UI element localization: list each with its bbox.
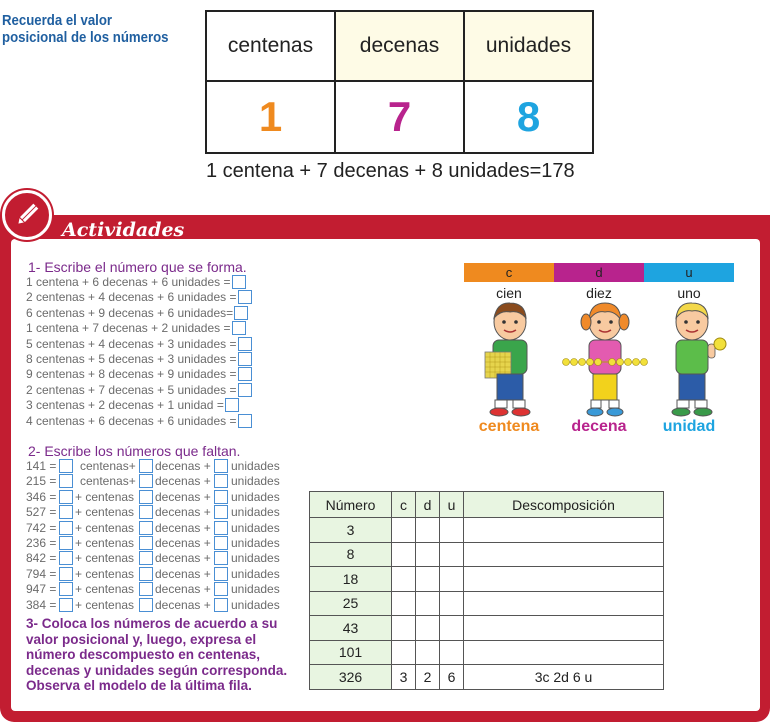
answer-box[interactable] bbox=[59, 536, 73, 550]
page-title: Recuerda el valor posicional de los números bbox=[2, 12, 169, 46]
table-header-cell: u bbox=[440, 492, 464, 518]
table-answer-cell[interactable] bbox=[416, 616, 440, 641]
table-row bbox=[310, 567, 664, 592]
table-answer-cell[interactable]: 2 bbox=[416, 665, 440, 690]
section-2-unidades-text: unidades bbox=[231, 551, 280, 566]
section-2-number: 947 = bbox=[26, 582, 57, 597]
section-2-number: 742 = bbox=[26, 520, 57, 535]
section-2-unidades-text: unidades bbox=[231, 489, 280, 504]
table-answer-cell[interactable] bbox=[440, 518, 464, 543]
digit-decenas: 7 bbox=[335, 81, 464, 153]
answer-box[interactable] bbox=[214, 459, 228, 473]
section-2-centenas-text: + centenas bbox=[75, 566, 135, 581]
section-2-decenas-text: decenas + bbox=[155, 551, 211, 566]
section-2-decenas-text: decenas + bbox=[155, 597, 211, 612]
table-answer-cell[interactable] bbox=[392, 542, 416, 567]
table-answer-cell[interactable]: 3 bbox=[392, 665, 416, 690]
section-1-line-text: 8 centenas + 5 decenas + 3 unidades = bbox=[26, 352, 237, 366]
section-2-decenas-text: decenas + bbox=[155, 459, 211, 473]
answer-box-wrap bbox=[138, 551, 154, 566]
table-answer-cell[interactable] bbox=[440, 542, 464, 567]
section-2-decenas-text: decenas + bbox=[155, 505, 211, 520]
section-1-line bbox=[26, 398, 240, 413]
answer-box-wrap bbox=[138, 474, 154, 489]
answer-box-wrap bbox=[213, 459, 229, 474]
table-answer-cell[interactable]: 6 bbox=[440, 665, 464, 690]
table-number-cell: 3 bbox=[310, 518, 392, 543]
answer-box-wrap bbox=[213, 505, 229, 520]
label-unidad: unidad bbox=[662, 418, 716, 435]
girl-with-ten-beads-illustration bbox=[560, 300, 650, 418]
answer-box-wrap bbox=[138, 521, 154, 536]
section-2-number: 527 = bbox=[26, 505, 57, 520]
section-1-line-text: 2 centenas + 7 decenas + 5 unidades = bbox=[26, 382, 237, 397]
table-answer-cell[interactable] bbox=[440, 591, 464, 616]
cdu-words bbox=[464, 285, 734, 301]
answer-box-wrap bbox=[213, 582, 229, 597]
section-2-number: 236 = bbox=[26, 536, 57, 550]
section-1-line bbox=[26, 290, 253, 305]
answer-box-wrap bbox=[138, 490, 154, 505]
answer-box-wrap bbox=[58, 567, 74, 582]
section-2-decenas-text: decenas + bbox=[155, 566, 211, 581]
table-answer-cell[interactable] bbox=[464, 542, 664, 567]
table-answer-cell[interactable] bbox=[416, 591, 440, 616]
table-answer-cell[interactable] bbox=[392, 616, 416, 641]
table-answer-cell[interactable] bbox=[416, 640, 440, 665]
section-2-unidades-text: unidades bbox=[231, 459, 280, 473]
decomposition-table bbox=[309, 491, 664, 690]
table-row bbox=[310, 616, 664, 641]
section-2-centenas-text: + centenas bbox=[75, 597, 135, 612]
answer-box-wrap bbox=[58, 551, 74, 566]
answer-box[interactable] bbox=[139, 521, 153, 535]
section-1-line bbox=[26, 367, 253, 382]
answer-box[interactable] bbox=[238, 337, 252, 351]
answer-box[interactable] bbox=[238, 352, 252, 366]
answer-box[interactable] bbox=[139, 536, 153, 550]
section-2-centenas-text: + centenas bbox=[75, 489, 135, 504]
table-answer-cell[interactable] bbox=[464, 518, 664, 543]
table-number-cell: 18 bbox=[310, 567, 392, 592]
header-decenas: decenas bbox=[335, 11, 464, 81]
answer-box[interactable] bbox=[238, 414, 252, 428]
label-centena: centena bbox=[478, 418, 540, 435]
answer-box-wrap bbox=[213, 567, 229, 582]
answer-box[interactable] bbox=[139, 474, 153, 488]
answer-box[interactable] bbox=[59, 474, 73, 488]
answer-box-wrap bbox=[58, 490, 74, 505]
table-answer-cell[interactable] bbox=[392, 567, 416, 592]
answer-box[interactable] bbox=[232, 321, 246, 335]
table-answer-cell[interactable] bbox=[440, 640, 464, 665]
answer-box[interactable] bbox=[238, 383, 252, 397]
answer-box-wrap bbox=[138, 582, 154, 597]
table-answer-cell[interactable] bbox=[440, 567, 464, 592]
table-header-cell: d bbox=[416, 492, 440, 518]
answer-box-wrap bbox=[58, 582, 74, 597]
section-2-decenas-text: decenas + bbox=[155, 520, 211, 535]
section-2-number: 794 = bbox=[26, 566, 57, 581]
section-2-centenas-text: + centenas bbox=[75, 520, 135, 535]
table-row bbox=[310, 665, 664, 690]
pencil-icon bbox=[12, 200, 42, 230]
word-diez: diez bbox=[586, 285, 612, 301]
answer-box-wrap bbox=[213, 521, 229, 536]
table-number-cell: 8 bbox=[310, 542, 392, 567]
cdu-header bbox=[464, 263, 734, 282]
table-answer-cell[interactable] bbox=[416, 518, 440, 543]
answer-box-wrap bbox=[58, 536, 74, 551]
answer-box[interactable] bbox=[214, 521, 228, 535]
table-number-cell: 25 bbox=[310, 591, 392, 616]
answer-box[interactable] bbox=[59, 505, 73, 519]
answer-box-wrap bbox=[58, 598, 74, 613]
table-answer-cell[interactable] bbox=[440, 616, 464, 641]
table-number-cell: 43 bbox=[310, 616, 392, 641]
cdu-labels bbox=[464, 418, 734, 436]
example-equation: 1 centena + 7 decenas + 8 unidades=178 bbox=[206, 160, 575, 182]
section-2-centenas-text: + centenas bbox=[75, 536, 135, 550]
section-2-unidades-text: unidades bbox=[231, 474, 280, 489]
answer-box[interactable] bbox=[59, 567, 73, 581]
answer-box[interactable] bbox=[214, 551, 228, 565]
answer-box[interactable] bbox=[214, 490, 228, 504]
answer-box[interactable] bbox=[59, 582, 73, 596]
answer-box[interactable] bbox=[139, 582, 153, 596]
section-1-line bbox=[26, 275, 247, 290]
table-row bbox=[310, 640, 664, 665]
section-2-number: 346 = bbox=[26, 489, 57, 504]
answer-box-wrap bbox=[58, 505, 74, 520]
digit-unidades: 8 bbox=[464, 81, 593, 153]
boy-with-one-ball-illustration bbox=[660, 300, 730, 418]
table-answer-cell[interactable] bbox=[416, 567, 440, 592]
answer-box-wrap bbox=[213, 598, 229, 613]
section-2-number: 842 = bbox=[26, 551, 57, 566]
section-2-centenas-text: centenas+ bbox=[80, 474, 136, 489]
table-answer-cell[interactable] bbox=[392, 640, 416, 665]
section-2-unidades-text: unidades bbox=[231, 566, 280, 581]
table-header-row bbox=[310, 492, 664, 518]
answer-box-wrap bbox=[213, 474, 229, 489]
answer-box-wrap bbox=[213, 536, 229, 551]
answer-box[interactable] bbox=[59, 459, 73, 473]
pencil-badge bbox=[2, 190, 52, 240]
table-header-cell: c bbox=[392, 492, 416, 518]
answer-box[interactable] bbox=[139, 505, 153, 519]
answer-box-wrap bbox=[138, 536, 154, 551]
answer-box[interactable] bbox=[214, 536, 228, 550]
answer-box-wrap bbox=[58, 459, 74, 474]
section-2-decenas-text: decenas + bbox=[155, 536, 211, 550]
place-value-table bbox=[205, 10, 594, 154]
section-1-line bbox=[26, 383, 253, 398]
section-1-line-text: 1 centena + 7 decenas + 2 unidades = bbox=[26, 321, 231, 336]
section-2-decenas-text: decenas + bbox=[155, 489, 211, 504]
answer-box[interactable] bbox=[139, 459, 153, 473]
section-2-centenas-text: centenas+ bbox=[80, 459, 136, 473]
answer-box-wrap bbox=[138, 567, 154, 582]
section-3-instructions: 3- Coloca los números de acuerdo a su valor posicional y, luego, expresa el número descompuesto en centenas, decenas y unidades según corresponda. Observa el modelo de la última fila. bbox=[26, 616, 288, 693]
section-1-line-text: 4 centenas + 6 decenas + 6 unidades = bbox=[26, 413, 237, 428]
answer-box[interactable] bbox=[232, 275, 246, 289]
answer-box[interactable] bbox=[214, 582, 228, 596]
table-number-cell: 101 bbox=[310, 640, 392, 665]
section-1-line-text: 2 centenas + 4 decenas + 6 unidades = bbox=[26, 290, 237, 305]
section-2-unidades-text: unidades bbox=[231, 520, 280, 535]
word-uno: uno bbox=[677, 285, 701, 301]
answer-box[interactable] bbox=[139, 490, 153, 504]
section-1-line bbox=[26, 352, 253, 367]
section-1-title: 1- Escribe el número que se forma. bbox=[28, 259, 247, 275]
section-1-line bbox=[26, 321, 247, 336]
answer-box[interactable] bbox=[59, 551, 73, 565]
boy-with-hundred-square-illustration bbox=[479, 300, 541, 418]
section-1-line bbox=[26, 414, 253, 429]
answer-box-wrap bbox=[138, 459, 154, 474]
section-1-line bbox=[26, 337, 253, 352]
section-2-number: 141 = bbox=[26, 459, 57, 473]
answer-box-wrap bbox=[138, 598, 154, 613]
section-2-centenas-text: + centenas bbox=[75, 505, 135, 520]
table-row bbox=[310, 542, 664, 567]
table-answer-cell[interactable] bbox=[464, 616, 664, 641]
answer-box[interactable] bbox=[234, 306, 248, 320]
answer-box[interactable] bbox=[225, 398, 239, 412]
table-answer-cell[interactable] bbox=[392, 591, 416, 616]
table-header-cell: Descomposición bbox=[464, 492, 664, 518]
answer-box-wrap bbox=[58, 474, 74, 489]
cdu-letter-c: c bbox=[464, 263, 554, 282]
cdu-letter-d: d bbox=[554, 263, 644, 282]
answer-box[interactable] bbox=[59, 490, 73, 504]
answer-box[interactable] bbox=[238, 367, 252, 381]
cdu-letter-u: u bbox=[644, 263, 734, 282]
answer-box[interactable] bbox=[214, 598, 228, 612]
answer-box[interactable] bbox=[59, 521, 73, 535]
section-1-line-text: 3 centenas + 2 decenas + 1 unidad = bbox=[26, 398, 224, 413]
section-1-line bbox=[26, 306, 249, 321]
answer-box[interactable] bbox=[214, 567, 228, 581]
section-2-decenas-text: decenas + bbox=[155, 582, 211, 597]
table-row bbox=[310, 591, 664, 616]
table-row bbox=[310, 518, 664, 543]
section-2-title: 2- Escribe los números que faltan. bbox=[28, 443, 241, 459]
answer-box[interactable] bbox=[139, 598, 153, 612]
table-answer-cell[interactable] bbox=[464, 640, 664, 665]
answer-box[interactable] bbox=[139, 567, 153, 581]
section-1-line-text: 6 centenas + 9 decenas + 6 unidades= bbox=[26, 305, 234, 320]
section-2-number: 215 = bbox=[26, 474, 57, 489]
word-cien: cien bbox=[496, 285, 522, 301]
table-header-cell: Número bbox=[310, 492, 392, 518]
answer-box-wrap bbox=[138, 505, 154, 520]
answer-box-wrap bbox=[213, 490, 229, 505]
answer-box[interactable] bbox=[59, 598, 73, 612]
section-2-decenas-text: decenas + bbox=[155, 474, 211, 489]
section-2-centenas-text: + centenas bbox=[75, 551, 135, 566]
section-2-number: 384 = bbox=[26, 597, 57, 612]
answer-box[interactable] bbox=[214, 505, 228, 519]
table-answer-cell[interactable] bbox=[464, 567, 664, 592]
section-1-line-text: 5 centenas + 4 decenas + 3 unidades = bbox=[26, 336, 237, 351]
answer-box[interactable] bbox=[139, 551, 153, 565]
table-answer-cell[interactable] bbox=[464, 591, 664, 616]
answer-box[interactable] bbox=[214, 474, 228, 488]
section-2-unidades-text: unidades bbox=[231, 505, 280, 520]
activities-title: Actividades bbox=[62, 219, 185, 241]
section-2-unidades-text: unidades bbox=[231, 536, 280, 550]
label-decena: decena bbox=[571, 418, 627, 435]
answer-box-wrap bbox=[213, 551, 229, 566]
table-number-cell: 326 bbox=[310, 665, 392, 690]
table-answer-cell[interactable] bbox=[392, 518, 416, 543]
section-1-line-text: 9 centenas + 8 decenas + 9 unidades = bbox=[26, 367, 237, 382]
answer-box[interactable] bbox=[238, 290, 252, 304]
section-2-unidades-text: unidades bbox=[231, 597, 280, 612]
section-2-unidades-text: unidades bbox=[231, 582, 280, 597]
answer-box-wrap bbox=[58, 521, 74, 536]
table-answer-cell[interactable] bbox=[416, 542, 440, 567]
header-unidades: unidades bbox=[464, 11, 593, 81]
section-2-centenas-text: + centenas bbox=[75, 582, 135, 597]
header-centenas: centenas bbox=[206, 11, 335, 81]
digit-centenas: 1 bbox=[206, 81, 335, 153]
section-1-line-text: 1 centena + 6 decenas + 6 unidades = bbox=[26, 275, 231, 289]
table-answer-cell[interactable]: 3c 2d 6 u bbox=[464, 665, 664, 690]
